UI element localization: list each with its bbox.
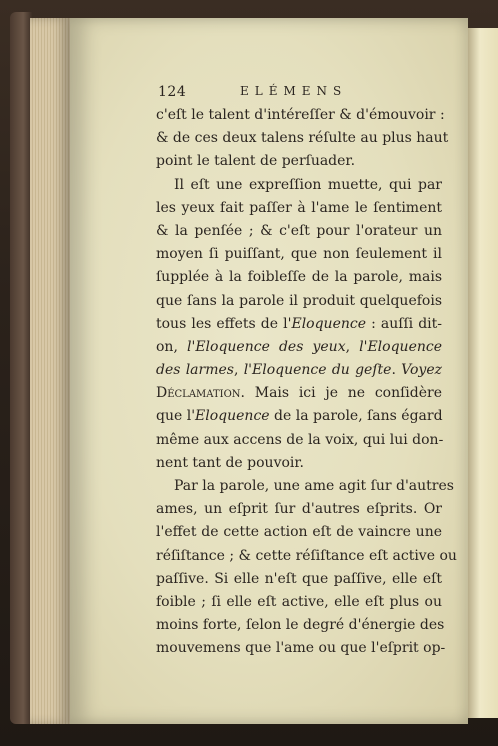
text-line <box>156 452 442 475</box>
facing-page-edge <box>468 28 498 718</box>
text-line <box>156 475 454 498</box>
text-run: ames, un eſprit ſur d'autres eſprits. Or <box>156 501 442 518</box>
text-run: : auſſi dit- <box>366 315 442 332</box>
text-run: nent tant de pouvoir. <box>156 454 304 471</box>
text-run: c'eſt le talent d'intéreſſer & d'émouvoir : <box>156 107 445 123</box>
italic-run: l'Eloquence <box>359 338 442 355</box>
text-line <box>156 521 442 544</box>
text-line <box>156 591 442 614</box>
text-line <box>156 313 442 336</box>
text-run: mouvemens que l'ame ou que l'eſprit op- <box>156 640 446 657</box>
text-line <box>156 545 457 568</box>
page-number: 124 <box>158 84 187 100</box>
text-line <box>156 174 442 197</box>
text-run: . Mais ici je ne conſidère <box>240 385 442 402</box>
page-header <box>158 84 458 104</box>
text-line <box>156 568 442 591</box>
page-edges <box>30 18 70 724</box>
italic-run: des larmes <box>156 362 234 379</box>
book-cover-edge <box>10 12 32 724</box>
text-run: tous les effets de l' <box>156 315 292 332</box>
text-run: moins forte, ſelon le degré d'énergie des <box>156 617 445 634</box>
text-line <box>156 405 442 428</box>
text-run: Il eſt une expreſſion muette, qui par <box>174 176 442 193</box>
text-run: , <box>233 362 244 379</box>
text-run: que ſans la parole il produit quelquefois <box>156 292 442 309</box>
text-run: paſſive. Si elle n'eſt que paſſive, elle eſt <box>156 570 442 587</box>
italic-run: Voyez <box>401 362 442 379</box>
italic-run: l'Eloquence du geſte <box>243 362 392 379</box>
text-line <box>156 197 442 220</box>
text-line <box>156 266 442 289</box>
text-run: & de ces deux talens réſulte au plus haut <box>156 130 449 147</box>
text-run: . <box>391 362 402 379</box>
text-line <box>156 150 442 173</box>
text-run: & la penſée ; & c'eſt pour l'orateur un <box>156 222 442 239</box>
text-line <box>156 104 445 127</box>
text-line <box>156 429 442 452</box>
text-run: foible ; ſi elle eſt active, elle eſt plus ou <box>156 593 442 610</box>
text-line <box>156 290 442 313</box>
text-run: que l' <box>156 408 196 425</box>
text-run: , <box>345 338 360 355</box>
text-line <box>156 127 449 150</box>
small-caps-run: Déclamation <box>156 385 241 402</box>
italic-run: Eloquence <box>195 408 270 425</box>
text-line <box>156 359 442 382</box>
text-run: ſupplée à la foibleſſe de la parole, mais <box>156 269 442 286</box>
text-run: de la parole, ſans égard <box>269 408 443 425</box>
text-run: Par la parole, une ame agit ſur d'autres <box>174 478 454 494</box>
italic-run: l'Eloquence des yeux <box>187 338 346 355</box>
text-line <box>156 498 442 521</box>
text-line <box>156 243 442 266</box>
text-run: réſiſtance ; & cette réſiſtance eſt active ou <box>156 547 457 564</box>
text-line <box>156 637 446 660</box>
text-run: point le talent de perſuader. <box>156 153 356 170</box>
text-line <box>156 382 442 405</box>
text-line <box>156 614 445 637</box>
text-line <box>156 220 442 243</box>
text-run: moyen ſi puiſſant, que non ſeulement il <box>156 246 442 263</box>
running-title: ELÉMENS <box>240 84 348 98</box>
text-line <box>156 336 442 359</box>
text-run: l'effet de cette action eſt de vaincre une <box>156 524 442 541</box>
text-run: on, <box>156 338 187 355</box>
text-run: même aux accens de la voix, qui lui don- <box>156 431 444 448</box>
body-text <box>156 104 457 661</box>
italic-run: Eloquence <box>291 315 367 332</box>
text-run: les yeux fait paſſer à l'ame le ſentiment <box>156 199 442 216</box>
